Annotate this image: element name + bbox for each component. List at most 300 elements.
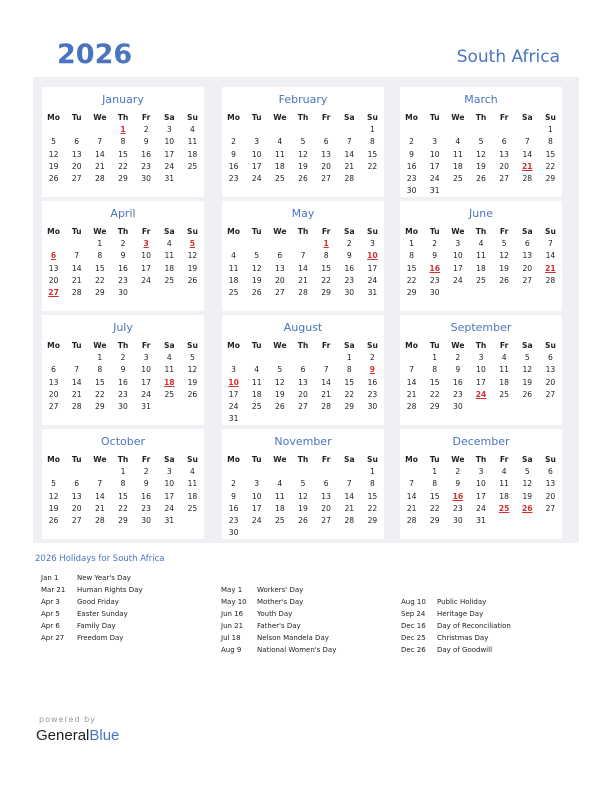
month-july bbox=[42, 315, 204, 425]
empty-cell bbox=[469, 185, 492, 197]
day-cell: 12 bbox=[251, 263, 262, 273]
holidays-title: 2026 Holidays for South Africa bbox=[35, 554, 165, 564]
day-cell: 10 bbox=[251, 149, 262, 159]
holiday-date: Apr 27 bbox=[41, 634, 65, 642]
day-cell: 30 bbox=[118, 402, 128, 412]
empty-cell bbox=[268, 351, 291, 363]
weekday-header: Tu bbox=[429, 112, 440, 122]
day-cell: 23 bbox=[453, 503, 463, 513]
month-grid bbox=[222, 453, 384, 539]
day-cell: 3 bbox=[478, 352, 484, 362]
holiday-day-cell: 25 bbox=[498, 503, 510, 513]
day-cell: 19 bbox=[48, 161, 59, 171]
day-cell: 22 bbox=[429, 389, 440, 399]
empty-cell bbox=[222, 351, 245, 363]
empty-cell bbox=[291, 527, 314, 539]
month-grid bbox=[222, 339, 384, 425]
day-cell: 20 bbox=[545, 491, 556, 501]
day-cell: 29 bbox=[545, 174, 556, 184]
day-cell: 16 bbox=[406, 161, 417, 171]
holiday-date: Apr 5 bbox=[41, 610, 60, 618]
day-cell: 10 bbox=[429, 149, 440, 159]
weekday-header: Fr bbox=[499, 112, 509, 122]
empty-cell bbox=[268, 527, 291, 539]
month-september bbox=[400, 315, 562, 425]
empty-cell bbox=[181, 400, 204, 412]
weekday-header: Sa bbox=[343, 454, 355, 464]
day-cell: 2 bbox=[120, 238, 126, 248]
day-cell: 7 bbox=[74, 251, 80, 261]
month-name: January bbox=[102, 93, 144, 106]
day-cell: 13 bbox=[545, 365, 556, 375]
weekday-header: Tu bbox=[429, 454, 440, 464]
month-name: November bbox=[274, 435, 332, 448]
day-cell: 1 bbox=[370, 124, 375, 134]
day-cell: 18 bbox=[187, 149, 198, 159]
day-cell: 23 bbox=[118, 275, 128, 285]
month-grid bbox=[400, 111, 562, 197]
holiday-date: Aug 9 bbox=[221, 646, 242, 654]
day-cell: 29 bbox=[118, 516, 128, 526]
day-cell: 17 bbox=[367, 263, 378, 273]
day-cell: 24 bbox=[251, 174, 262, 184]
weekday-header: Sa bbox=[521, 454, 533, 464]
empty-cell bbox=[268, 123, 291, 135]
day-cell: 7 bbox=[97, 137, 103, 147]
month-august bbox=[222, 315, 384, 425]
day-cell: 3 bbox=[143, 352, 149, 362]
day-cell: 22 bbox=[429, 503, 440, 513]
empty-cell bbox=[539, 185, 562, 197]
empty-cell bbox=[65, 351, 88, 363]
day-cell: 7 bbox=[409, 479, 414, 489]
month-name: August bbox=[283, 321, 323, 334]
day-cell: 17 bbox=[453, 263, 463, 273]
weekday-header: Tu bbox=[251, 226, 262, 236]
day-cell: 6 bbox=[524, 238, 530, 248]
day-cell: 31 bbox=[367, 288, 378, 298]
day-cell: 8 bbox=[370, 137, 375, 147]
empty-cell bbox=[291, 237, 314, 249]
day-cell: 31 bbox=[164, 516, 175, 526]
empty-cell bbox=[245, 237, 268, 249]
day-cell: 2 bbox=[346, 238, 352, 248]
day-cell: 13 bbox=[321, 149, 331, 159]
weekday-header: Mo bbox=[47, 454, 60, 464]
weekday-header: Mo bbox=[405, 454, 418, 464]
day-cell: 1 bbox=[432, 466, 438, 476]
day-cell: 2 bbox=[231, 137, 236, 147]
day-cell: 2 bbox=[231, 479, 236, 489]
day-cell: 10 bbox=[251, 491, 262, 501]
empty-cell bbox=[493, 123, 516, 135]
holiday-name: Day of Reconciliation bbox=[437, 622, 511, 630]
day-cell: 22 bbox=[95, 389, 105, 399]
day-cell: 12 bbox=[48, 149, 59, 159]
day-cell: 20 bbox=[298, 389, 308, 399]
day-cell: 20 bbox=[321, 503, 331, 513]
day-cell: 16 bbox=[118, 263, 128, 273]
holiday-name: Public Holiday bbox=[437, 598, 487, 606]
month-january bbox=[42, 87, 204, 197]
day-cell: 8 bbox=[432, 479, 438, 489]
day-cell: 17 bbox=[141, 263, 151, 273]
weekday-header: Tu bbox=[251, 454, 262, 464]
day-cell: 31 bbox=[429, 186, 440, 196]
holiday-day-cell: 21 bbox=[521, 161, 533, 171]
day-cell: 6 bbox=[548, 352, 553, 362]
day-cell: 23 bbox=[228, 516, 239, 526]
day-cell: 29 bbox=[344, 402, 355, 412]
day-cell: 8 bbox=[346, 365, 352, 375]
day-cell: 30 bbox=[429, 288, 440, 298]
day-cell: 2 bbox=[409, 137, 414, 147]
day-cell: 19 bbox=[251, 275, 262, 285]
month-name: March bbox=[464, 93, 498, 106]
day-cell: 13 bbox=[275, 263, 285, 273]
day-cell: 12 bbox=[298, 149, 308, 159]
day-cell: 15 bbox=[118, 149, 128, 159]
day-cell: 8 bbox=[120, 479, 126, 489]
empty-cell bbox=[400, 123, 423, 135]
day-cell: 30 bbox=[406, 186, 417, 196]
empty-cell bbox=[158, 400, 181, 412]
day-cell: 23 bbox=[141, 503, 151, 513]
day-cell: 2 bbox=[455, 466, 461, 476]
empty-cell bbox=[65, 237, 88, 249]
month-grid bbox=[222, 111, 384, 185]
day-cell: 29 bbox=[118, 174, 128, 184]
day-cell: 18 bbox=[499, 377, 509, 387]
day-cell: 19 bbox=[48, 503, 59, 513]
holiday-date: Apr 6 bbox=[41, 622, 60, 630]
weekday-header: Mo bbox=[405, 226, 418, 236]
empty-cell bbox=[539, 400, 562, 412]
holiday-day-cell: 27 bbox=[48, 288, 59, 298]
weekday-header: Fr bbox=[141, 454, 151, 464]
day-cell: 12 bbox=[298, 491, 308, 501]
day-cell: 30 bbox=[141, 516, 151, 526]
weekday-header: Th bbox=[475, 340, 487, 350]
day-cell: 22 bbox=[367, 161, 378, 171]
day-cell: 24 bbox=[429, 174, 440, 184]
day-cell: 7 bbox=[97, 479, 103, 489]
weekday-header: Mo bbox=[47, 112, 60, 122]
day-cell: 3 bbox=[478, 466, 484, 476]
day-cell: 11 bbox=[251, 377, 262, 387]
day-cell: 17 bbox=[251, 503, 262, 513]
day-cell: 22 bbox=[344, 389, 355, 399]
day-cell: 15 bbox=[406, 263, 417, 273]
empty-cell bbox=[315, 465, 338, 477]
weekday-header: Sa bbox=[343, 340, 355, 350]
day-cell: 14 bbox=[71, 263, 82, 273]
day-cell: 20 bbox=[71, 161, 82, 171]
empty-cell bbox=[65, 465, 88, 477]
day-cell: 18 bbox=[453, 161, 463, 171]
day-cell: 24 bbox=[228, 402, 239, 412]
day-cell: 11 bbox=[499, 365, 509, 375]
day-cell: 25 bbox=[187, 161, 198, 171]
day-cell: 9 bbox=[409, 149, 414, 159]
holiday-name: Easter Sunday bbox=[77, 610, 128, 618]
empty-cell bbox=[245, 465, 268, 477]
empty-cell bbox=[42, 465, 65, 477]
day-cell: 1 bbox=[120, 466, 126, 476]
day-cell: 21 bbox=[406, 503, 417, 513]
day-cell: 13 bbox=[321, 491, 331, 501]
day-cell: 31 bbox=[228, 414, 239, 424]
day-cell: 12 bbox=[476, 149, 486, 159]
day-cell: 11 bbox=[275, 149, 285, 159]
weekday-header: Tu bbox=[71, 340, 82, 350]
day-cell: 11 bbox=[187, 137, 198, 147]
day-cell: 27 bbox=[321, 516, 331, 526]
weekday-header: Th bbox=[297, 454, 309, 464]
day-cell: 15 bbox=[429, 491, 440, 501]
day-cell: 5 bbox=[524, 352, 530, 362]
day-cell: 7 bbox=[346, 137, 352, 147]
empty-cell bbox=[469, 400, 492, 412]
month-name: September bbox=[450, 321, 512, 334]
day-cell: 24 bbox=[141, 275, 151, 285]
day-cell: 4 bbox=[166, 352, 172, 362]
month-name: May bbox=[291, 207, 315, 220]
day-cell: 27 bbox=[275, 288, 285, 298]
empty-cell bbox=[135, 286, 158, 298]
weekday-header: Su bbox=[186, 112, 198, 122]
empty-cell bbox=[446, 286, 469, 298]
day-cell: 9 bbox=[231, 149, 236, 159]
weekday-header: Sa bbox=[163, 454, 175, 464]
holiday-day-cell: 21 bbox=[545, 263, 556, 273]
month-october bbox=[42, 429, 204, 539]
holiday-name: National Women's Day bbox=[257, 646, 337, 654]
holiday-name: Mother's Day bbox=[257, 598, 304, 606]
day-cell: 19 bbox=[522, 377, 533, 387]
weekday-header: Fr bbox=[499, 226, 509, 236]
day-cell: 29 bbox=[367, 516, 378, 526]
day-cell: 28 bbox=[344, 174, 355, 184]
day-cell: 1 bbox=[97, 352, 103, 362]
day-cell: 23 bbox=[406, 174, 417, 184]
empty-cell bbox=[222, 465, 245, 477]
day-cell: 16 bbox=[228, 161, 239, 171]
day-cell: 26 bbox=[499, 275, 509, 285]
day-cell: 24 bbox=[453, 275, 463, 285]
day-cell: 9 bbox=[455, 479, 461, 489]
day-cell: 28 bbox=[406, 402, 417, 412]
day-cell: 4 bbox=[190, 466, 195, 476]
day-cell: 24 bbox=[164, 161, 175, 171]
day-cell: 11 bbox=[453, 149, 463, 159]
day-cell: 7 bbox=[409, 365, 414, 375]
day-cell: 26 bbox=[275, 402, 285, 412]
day-cell: 18 bbox=[275, 161, 285, 171]
day-cell: 12 bbox=[187, 251, 198, 261]
day-cell: 14 bbox=[522, 149, 533, 159]
day-cell: 5 bbox=[300, 479, 306, 489]
day-cell: 13 bbox=[298, 377, 308, 387]
month-grid bbox=[400, 453, 562, 527]
weekday-header: Su bbox=[366, 340, 378, 350]
holiday-name: Christmas Day bbox=[437, 634, 489, 642]
weekday-header: Th bbox=[297, 226, 309, 236]
day-cell: 26 bbox=[251, 288, 262, 298]
empty-cell bbox=[291, 351, 314, 363]
day-cell: 19 bbox=[476, 161, 486, 171]
day-cell: 21 bbox=[95, 161, 105, 171]
empty-cell bbox=[446, 123, 469, 135]
day-cell: 22 bbox=[95, 275, 105, 285]
weekday-header: We bbox=[273, 454, 287, 464]
weekday-header: Tu bbox=[251, 112, 262, 122]
day-cell: 27 bbox=[71, 516, 82, 526]
empty-cell bbox=[338, 527, 361, 539]
day-cell: 27 bbox=[545, 503, 556, 513]
day-cell: 17 bbox=[141, 377, 151, 387]
weekday-header: Mo bbox=[227, 112, 240, 122]
day-cell: 14 bbox=[321, 377, 331, 387]
month-grid bbox=[42, 453, 204, 527]
day-cell: 13 bbox=[71, 149, 82, 159]
day-cell: 27 bbox=[298, 402, 308, 412]
day-cell: 6 bbox=[51, 365, 56, 375]
day-cell: 27 bbox=[545, 389, 556, 399]
month-name: October bbox=[100, 435, 146, 448]
weekday-header: Su bbox=[544, 226, 556, 236]
month-grid bbox=[400, 339, 562, 413]
day-cell: 13 bbox=[499, 149, 509, 159]
empty-cell bbox=[88, 465, 111, 477]
day-cell: 26 bbox=[187, 275, 198, 285]
day-cell: 9 bbox=[143, 479, 149, 489]
day-cell: 22 bbox=[367, 503, 378, 513]
holiday-day-cell: 3 bbox=[143, 238, 149, 248]
day-cell: 8 bbox=[370, 479, 375, 489]
day-cell: 4 bbox=[501, 352, 507, 362]
day-cell: 30 bbox=[453, 402, 463, 412]
brand-text-general: General bbox=[36, 727, 90, 744]
day-cell: 8 bbox=[97, 365, 103, 375]
day-cell: 24 bbox=[476, 503, 486, 513]
holiday-name: Nelson Mandela Day bbox=[257, 634, 329, 642]
day-cell: 29 bbox=[406, 288, 417, 298]
empty-cell bbox=[469, 286, 492, 298]
holiday-day-cell: 1 bbox=[120, 124, 126, 134]
day-cell: 29 bbox=[429, 402, 440, 412]
day-cell: 25 bbox=[476, 275, 486, 285]
weekday-header: Mo bbox=[47, 226, 60, 236]
weekday-header: We bbox=[273, 226, 287, 236]
holiday-day-cell: 16 bbox=[452, 491, 464, 501]
empty-cell bbox=[400, 465, 423, 477]
day-cell: 15 bbox=[118, 491, 128, 501]
day-cell: 5 bbox=[524, 466, 530, 476]
holiday-day-cell: 6 bbox=[50, 251, 57, 261]
day-cell: 26 bbox=[298, 516, 308, 526]
day-cell: 5 bbox=[300, 137, 306, 147]
weekday-header: We bbox=[451, 112, 465, 122]
day-cell: 14 bbox=[344, 149, 355, 159]
day-cell: 17 bbox=[476, 377, 486, 387]
month-name: December bbox=[452, 435, 510, 448]
day-cell: 25 bbox=[228, 288, 239, 298]
day-cell: 12 bbox=[187, 365, 198, 375]
empty-cell bbox=[181, 286, 204, 298]
month-march bbox=[400, 87, 562, 197]
weekday-header: Tu bbox=[251, 340, 262, 350]
day-cell: 15 bbox=[95, 377, 105, 387]
holiday-date: May 1 bbox=[221, 586, 243, 594]
day-cell: 21 bbox=[71, 389, 82, 399]
empty-cell bbox=[539, 286, 562, 298]
holiday-date: Apr 3 bbox=[41, 598, 60, 606]
day-cell: 14 bbox=[545, 251, 556, 261]
day-cell: 7 bbox=[323, 365, 329, 375]
day-cell: 3 bbox=[254, 137, 260, 147]
weekday-header: Mo bbox=[405, 340, 418, 350]
day-cell: 5 bbox=[501, 238, 507, 248]
day-cell: 20 bbox=[545, 377, 556, 387]
day-cell: 11 bbox=[164, 251, 175, 261]
day-cell: 11 bbox=[164, 365, 175, 375]
month-february bbox=[222, 87, 384, 197]
day-cell: 16 bbox=[228, 503, 239, 513]
day-cell: 24 bbox=[251, 516, 262, 526]
day-cell: 17 bbox=[251, 161, 262, 171]
empty-cell bbox=[315, 123, 338, 135]
day-cell: 21 bbox=[71, 275, 82, 285]
day-cell: 1 bbox=[370, 466, 375, 476]
holiday-date: May 10 bbox=[221, 598, 247, 606]
day-cell: 12 bbox=[522, 365, 533, 375]
day-cell: 12 bbox=[48, 491, 59, 501]
weekday-header: Tu bbox=[71, 454, 82, 464]
day-cell: 6 bbox=[323, 479, 329, 489]
empty-cell bbox=[493, 514, 516, 526]
day-cell: 27 bbox=[522, 275, 533, 285]
day-cell: 2 bbox=[370, 352, 375, 362]
day-cell: 18 bbox=[499, 491, 509, 501]
day-cell: 17 bbox=[164, 491, 175, 501]
weekday-header: Sa bbox=[521, 226, 533, 236]
weekday-header: Sa bbox=[343, 226, 355, 236]
holiday-day-cell: 10 bbox=[367, 251, 378, 261]
weekday-header: Su bbox=[366, 226, 378, 236]
day-cell: 10 bbox=[476, 479, 486, 489]
empty-cell bbox=[469, 123, 492, 135]
day-cell: 20 bbox=[71, 503, 82, 513]
empty-cell bbox=[268, 413, 291, 425]
weekday-header: Su bbox=[186, 226, 198, 236]
day-cell: 4 bbox=[277, 479, 283, 489]
weekday-header: Th bbox=[297, 112, 309, 122]
day-cell: 14 bbox=[406, 491, 417, 501]
day-cell: 28 bbox=[95, 174, 105, 184]
weekday-header: We bbox=[273, 112, 287, 122]
day-cell: 17 bbox=[228, 389, 239, 399]
day-cell: 27 bbox=[48, 402, 59, 412]
empty-cell bbox=[361, 413, 384, 425]
weekday-header: Mo bbox=[405, 112, 418, 122]
day-cell: 17 bbox=[164, 149, 175, 159]
day-cell: 22 bbox=[118, 161, 128, 171]
day-cell: 25 bbox=[453, 174, 463, 184]
month-grid bbox=[42, 225, 204, 299]
holiday-day-cell: 26 bbox=[521, 503, 533, 513]
weekday-header: Fr bbox=[141, 112, 151, 122]
